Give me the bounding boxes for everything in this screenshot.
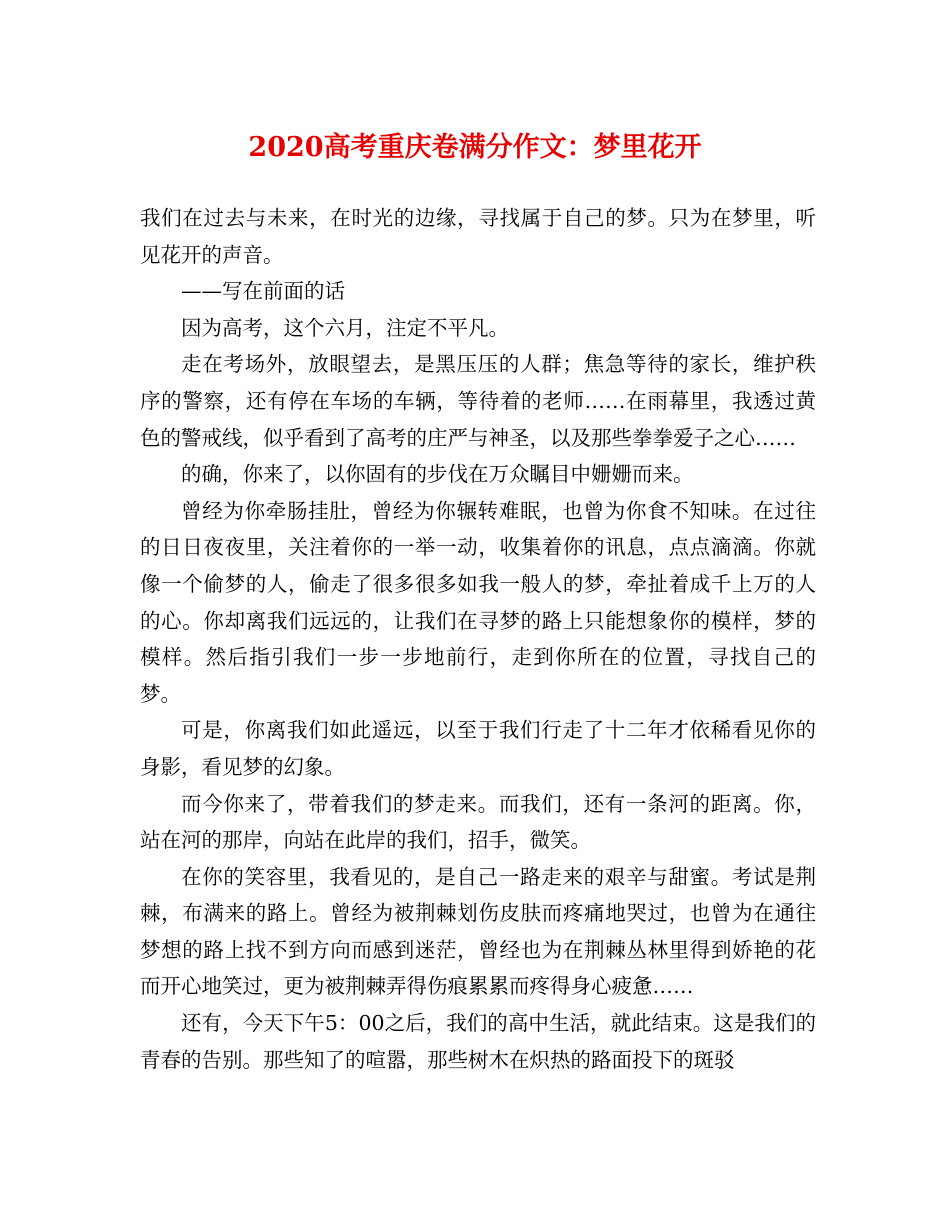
document-title: 2020高考重庆卷满分作文：梦里花开 [248,132,702,163]
paragraph: 曾经为你牵肠挂肚，曾经为你辗转难眠，也曾为你食不知味。在过往的日日夜夜里，关注着你的一举一动，收集着你的讯息，点点滴滴。你就像一个偷梦的人，偷走了很多很多如我一般人的梦，牵扯着成千上万的人的心。你却离我们远远的，让我们在寻梦的路上只能想象你的模样，梦的模样。然后指引我们一步一步地前行，走到你所在的位置，寻找自己的梦。 [140,498,816,706]
paragraph: 的确，你来了，以你固有的步伐在万众瞩目中姗姗而来。 [181,462,694,487]
paragraph: 而今你来了，带着我们的梦走来。而我们，还有一条河的距离。你，站在河的那岸，向站在此岸的我们，招手，微笑。 [140,791,816,853]
paragraph: ——写在前面的话 [181,279,345,304]
document-body [140,200,816,1078]
paragraph: 还有，今天下午5：00之后，我们的高中生活，就此结束。这是我们的青春的告别。那些知了的喧嚣，那些树木在炽热的路面投下的斑驳 [140,1011,816,1072]
paragraph: 因为高考，这个六月，注定不平凡。 [181,315,509,340]
paragraph: 在你的笑容里，我看见的，是自己一路走来的艰辛与甜蜜。考试是荆棘，布满来的路上。曾经为被荆棘划伤皮肤而疼痛地哭过，也曾为在通往梦想的路上找不到方向而感到迷茫，曾经也为在荆棘丛林里得到娇艳的花而开心地笑过，更为被荆棘弄得伤痕累累而疼得身心疲惫…… [140,864,816,999]
paragraph: 可是，你离我们如此遥远，以至于我们行走了十二年才依稀看见你的身影，看见梦的幻象。 [140,718,816,779]
paragraph: 我们在过去与未来，在时光的边缘，寻找属于自己的梦。只为在梦里，听见花开的声音。 [140,206,816,267]
paragraph: 走在考场外，放眼望去，是黑压压的人群；焦急等待的家长，维护秩序的警察，还有停在车场的车辆，等待着的老师……在雨幕里，我透过黄色的警戒线，似乎看到了高考的庄严与神圣，以及那些拳拳爱子之心…… [140,352,816,450]
